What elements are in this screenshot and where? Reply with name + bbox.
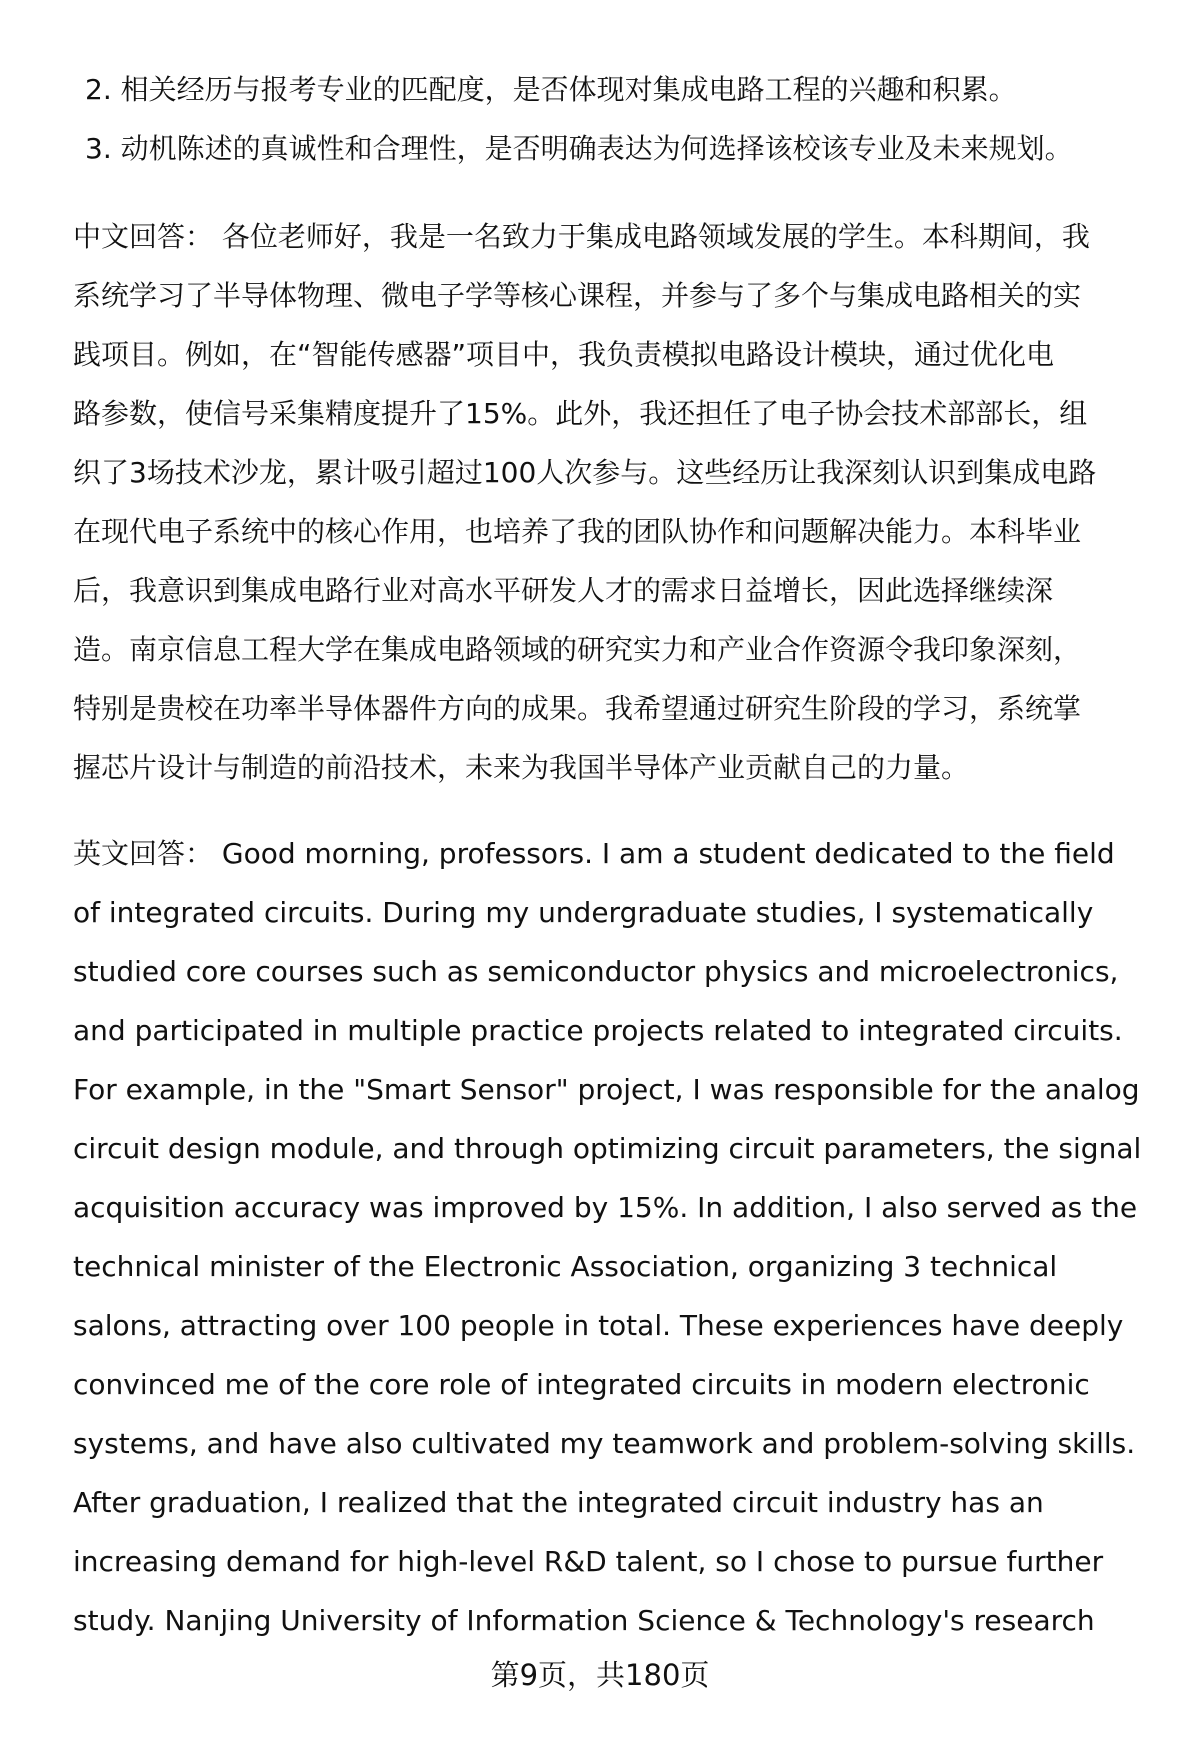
english_answer-line: increasing demand for high-level R&D talent, so I chose to pursue further [73, 1545, 1104, 1578]
english_answer-line: systems, and have also cultivated my teamwork and problem-solving skills. [73, 1427, 1136, 1460]
english_answer-line: acquisition accuracy was improved by 15%. In addition, I also served as the [73, 1191, 1138, 1224]
chinese_answer-line: 后，我意识到集成电路行业对高水平研发人才的需求日益增长，因此选择继续深 [73, 574, 1054, 607]
english_answer-line: 英文回答： Good morning, professors. I am a student dedicated to the field [73, 837, 1115, 870]
chinese_answer-line: 路参数，使信号采集精度提升了15%。此外，我还担任了电子协会技术部部长，组 [73, 397, 1088, 430]
chinese_answer-line: 握芯片设计与制造的前沿技术，未来为我国半导体产业贡献自己的力量。 [73, 751, 970, 784]
english_answer-line: of integrated circuits. During my undergraduate studies, I systematically [73, 896, 1094, 929]
english_answer-line: salons, attracting over 100 people in total. These experiences have deeply [73, 1309, 1124, 1342]
criteria-line: 3. 动机陈述的真诚性和合理性，是否明确表达为何选择该校该专业及未来规划。 [85, 132, 1073, 165]
english_answer-line: and participated in multiple practice projects related to integrated circuits. [73, 1014, 1123, 1047]
chinese_answer-line: 造。南京信息工程大学在集成电路领域的研究实力和产业合作资源令我印象深刻， [73, 633, 1082, 666]
english_answer-line: circuit design module, and through optimizing circuit parameters, the signal [73, 1132, 1142, 1165]
chinese_answer-line: 系统学习了半导体物理、微电子学等核心课程，并参与了多个与集成电路相关的实 [73, 279, 1082, 312]
page-number: 第9页，共180页 [490, 1658, 710, 1692]
english_answer-line: technical minister of the Electronic Association, organizing 3 technical [73, 1250, 1058, 1283]
english_answer-line: study. Nanjing University of Information Science & Technology's research [73, 1604, 1095, 1637]
chinese_answer-line: 践项目。例如，在“智能传感器”项目中，我负责模拟电路设计模块，通过优化电 [73, 338, 1055, 371]
chinese_answer-line: 在现代电子系统中的核心作用，也培养了我的团队协作和问题解决能力。本科毕业 [73, 515, 1082, 548]
english_answer-line: studied core courses such as semiconductor physics and microelectronics, [73, 955, 1119, 988]
english_answer-line: After graduation, I realized that the integrated circuit industry has an [73, 1486, 1044, 1519]
english_answer-line: For example, in the "Smart Sensor" project, I was responsible for the analog [73, 1073, 1140, 1106]
english_answer-line: convinced me of the core role of integrated circuits in modern electronic [73, 1368, 1090, 1401]
criteria-line: 2. 相关经历与报考专业的匹配度，是否体现对集成电路工程的兴趣和积累。 [85, 73, 1017, 106]
chinese_answer-line: 中文回答： 各位老师好，我是一名致力于集成电路领域发展的学生。本科期间，我 [73, 220, 1090, 253]
chinese_answer-line: 织了3场技术沙龙，累计吸引超过100人次参与。这些经历让我深刻认识到集成电路 [73, 456, 1097, 489]
chinese_answer-line: 特别是贵校在功率半导体器件方向的成果。我希望通过研究生阶段的学习，系统掌 [73, 692, 1082, 725]
